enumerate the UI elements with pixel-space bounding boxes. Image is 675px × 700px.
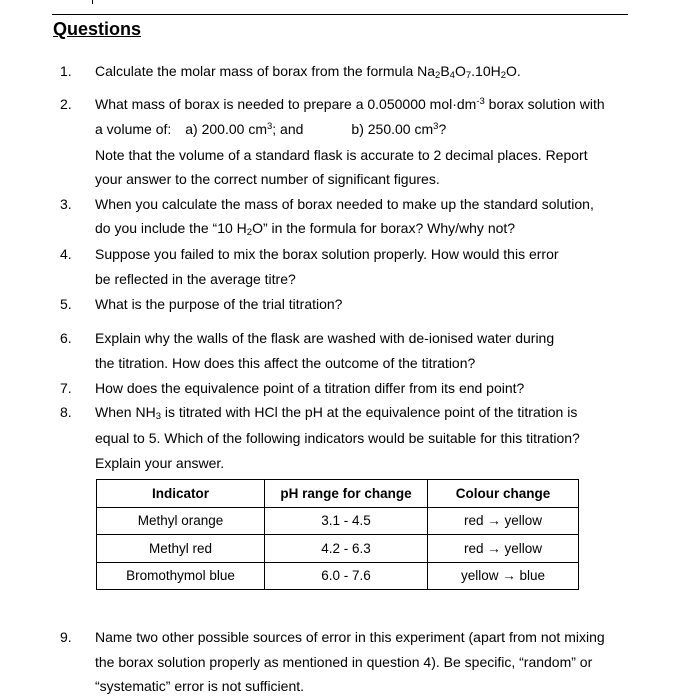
table-cell: 4.2 - 6.3 [265, 535, 428, 563]
question-2-number: 2. [60, 96, 72, 112]
question-2-line-4: your answer to the correct number of significant figures. [95, 171, 440, 187]
table-row [97, 562, 579, 590]
indicator-table [96, 479, 579, 590]
question-5-text: What is the purpose of the trial titration? [95, 296, 343, 312]
question-8-line-1: When $NH_3$ is titrated with HCl the pH at the equivalence point of the titration is [95, 404, 578, 422]
table-header: Indicator [97, 480, 265, 508]
question-2-line-2: a volume of: a) 200.00 $cm^3$; and b) 250.00 $cm^3$? [95, 121, 447, 137]
table-cell: 3.1 - 4.5 [265, 507, 428, 535]
question-6-number: 6. [60, 330, 72, 346]
question-1-number: 1. [60, 63, 72, 79]
question-7-text: How does the equivalence point of a titration differ from its end point? [95, 380, 525, 396]
question-2-line-3: Note that the volume of a standard flask is accurate to 2 decimal places. Report [95, 147, 588, 163]
question-3-line-1: When you calculate the mass of borax needed to make up the standard solution, [95, 196, 594, 212]
table-cell: 6.0 - 7.6 [265, 562, 428, 590]
question-8-number: 8. [60, 404, 72, 420]
table-row [97, 507, 579, 535]
table-header-row [97, 480, 579, 508]
table-header: Colour change [428, 480, 579, 508]
question-7-number: 7. [60, 380, 72, 396]
table-cell: Methyl orange [97, 507, 265, 535]
question-6-line-1: Explain why the walls of the flask are washed with de-ionised water during [95, 330, 555, 346]
table-cell: red → yellow [428, 535, 579, 563]
question-9-line-1: Name two other possible sources of error in this experiment (apart from not mixing [95, 629, 605, 645]
question-9-line-2: the borax solution properly as mentioned in question 4). Be specific, “random” or [95, 654, 593, 670]
table-cell: Bromothymol blue [97, 562, 265, 590]
page-title: Questions [53, 19, 142, 39]
question-2-line-1: What mass of borax is needed to prepare a 0.050000 $mol\cdot dm^{-3}$ borax solution with [95, 96, 605, 112]
question-5-number: 5. [60, 296, 72, 312]
table-header: pH range for change [265, 480, 428, 508]
question-8-line-2: equal to 5. Which of the following indicators would be suitable for this titration? [95, 430, 580, 446]
question-6-line-2: the titration. How does this affect the outcome of the titration? [95, 355, 476, 371]
top-rule [52, 14, 628, 15]
table-row [97, 535, 579, 563]
table-cell: Methyl red [97, 535, 265, 563]
question-4-line-2: be reflected in the average titre? [95, 271, 296, 287]
page-edge-mark [92, 0, 93, 4]
question-3-line-2: do you include the “10 $H_2O$” in the formula for borax? Why/why not? [95, 220, 516, 238]
table-cell: red → yellow [428, 507, 579, 535]
question-4-number: 4. [60, 246, 72, 262]
table-cell: yellow → blue [428, 562, 579, 590]
question-9-line-3: “systematic” error is not sufficient. [95, 678, 305, 694]
question-8-line-3: Explain your answer. [95, 455, 225, 471]
question-1-text: Calculate the molar mass of borax from the formula $Na_2B_4O_7.10H_2O$. [95, 63, 521, 81]
question-4-line-1: Suppose you failed to mix the borax solution properly. How would this error [95, 246, 559, 262]
question-3-number: 3. [60, 196, 72, 212]
question-9-number: 9. [60, 629, 72, 645]
